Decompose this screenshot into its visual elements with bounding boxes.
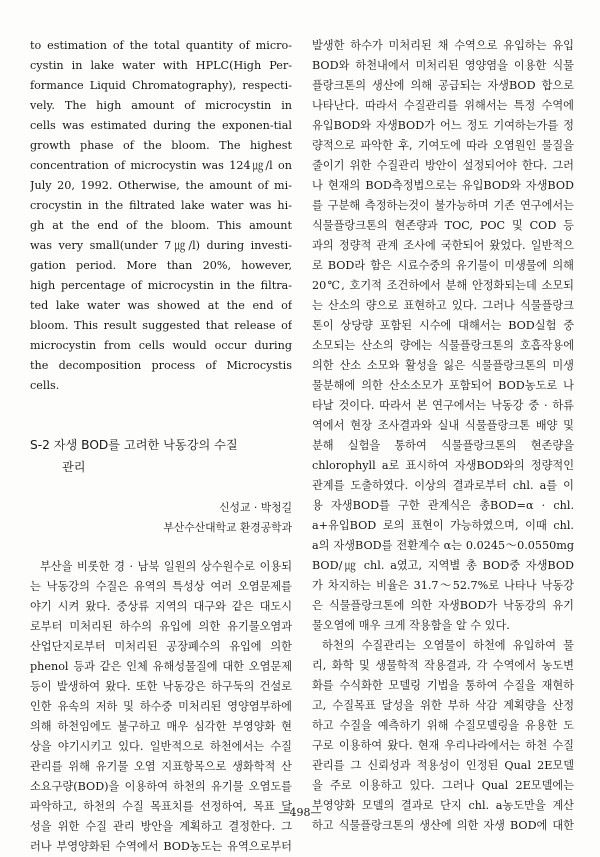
text-line: 인한 유속의 저하 및 하수중 미처리된 영양염부하에: [30, 700, 292, 713]
text-line: 구로 이용하여 왔다. 현재 우리나라에서는 하천 수질: [312, 739, 574, 752]
text-line: 하고 수질을 예측하기 위해 수질모델링을 유용한 도: [312, 719, 574, 732]
text-line: 관리를 그 신뢰성과 적용성이 인정된 Qual 2E모델: [312, 759, 574, 772]
authors: 신성교 · 박청길: [219, 501, 292, 514]
text-line: 관리를 위해 유기물 오염 지표항목으로 생화학적 산: [30, 760, 292, 773]
text-line: 줄이기 위한 수질관리 방안이 설정되어야 한다. 그러: [312, 159, 574, 172]
left-column: [30, 36, 292, 857]
text-line: 하고 식물플랑크톤의 생산에 의한 자생 BOD에 대한: [312, 819, 574, 832]
text-line: was very small(under 7㎍/l) during investi-: [30, 239, 292, 252]
text-line: 야기 시켜 왔다. 중상류 지역의 대구와 같은 대도시: [30, 600, 292, 613]
text-line: 물오염에 매우 크게 작용함을 알 수 있다.: [312, 619, 510, 632]
text-line: growth phase of the bloom. The highest: [30, 139, 292, 152]
text-line: 등이 발생하여 왔다. 또한 낙동강은 하구둑의 건설로: [30, 680, 292, 693]
text-line: high percentage of microcystin in the filtra-: [30, 279, 292, 292]
text-line: BOD와 하천내에서 미처리된 영양염을 이용한 식물: [312, 59, 574, 72]
text-line: BOD/㎍ chl. a였고, 지역별 총 BOD중 자생BOD: [312, 559, 574, 572]
right-column: [312, 36, 574, 836]
text-line: 소모되는 산소의 량에는 식물플랑크톤의 호흡작용에: [312, 339, 574, 352]
text-line: to estimation of the total quantity of micro-: [30, 39, 292, 52]
text-line: phenol 등과 같은 인체 유해성물질에 대한 오염문제: [30, 660, 292, 673]
text-line: 관계를 도출하였다. 이상의 결과로부터 chl. a를 이: [312, 479, 574, 492]
text-line: cells.: [30, 379, 60, 392]
text-line: chlorophyll a로 표시하여 자생BOD와의 정량적인: [312, 459, 574, 472]
text-line: 나 현재의 BOD측정법으로는 유입BOD와 자생BOD: [312, 179, 574, 192]
text-line: 과의 정량적 관계 조사에 국한되어 왔었다. 일반적으: [312, 239, 574, 252]
text-line: 파악하고, 하천의 수질 목표치를 선정하여, 목표 달: [30, 800, 292, 813]
text-line: vely. The high amount of microcystin in: [30, 99, 292, 112]
text-line: 을 주로 이용하고 있다. 그러나 Qual 2E모델에는: [312, 779, 574, 792]
section-title-continuation: 관리: [62, 460, 86, 474]
text-line: 분해 실험을 통하여 식물플랑크톤의 현존량을: [312, 439, 574, 452]
text-line: a의 자생BOD를 전환계수 α는 0.0245～0.0550mg: [312, 539, 574, 552]
text-line: 물분해에 의한 산소소모가 포함되어 BOD농도로 나: [312, 379, 574, 392]
text-line: 로부터 미처리된 하수의 유입에 의한 유기물오염과: [30, 620, 292, 633]
text-line: 플랑크톤의 생산에 의해 공급되는 자생BOD 합으로: [312, 79, 574, 92]
spacer: [30, 538, 292, 557]
text-line: 산업단지로부터 미처리된 공장폐수의 유입에 의한: [30, 640, 292, 653]
text-line: 고, 수질목표 달성을 위한 부하 삭감 계획량을 산정: [312, 699, 574, 712]
text-line: 소요구량(BOD)을 이용하여 하천의 유기물 오염도를: [30, 780, 292, 793]
text-line: 를 구분해 측정하는것이 불가능하며 기존 연구에서는: [312, 199, 574, 212]
text-line: microcystin from cells would occur during: [30, 339, 292, 352]
text-line: 톤이 상당량 포함된 시수에 대해서는 BOD실험 중: [312, 319, 574, 332]
text-line: 부영양화 모델의 결과로 단지 chl. a농도만을 계산: [312, 799, 574, 812]
text-line: gation period. More than 20%, however,: [30, 259, 292, 272]
text-line: bloom. This result suggested that release of: [30, 319, 292, 332]
text-line: cystin in lake water with HPLC(High Per-: [30, 59, 292, 72]
text-line: 는 낙동강의 수질은 유역의 특성상 여러 오염문제를: [30, 580, 292, 593]
text-line: 타날 것이다. 따라서 본 연구에서는 낙동강 중 · 하류: [312, 399, 574, 412]
text-line: 하천의 수질관리는 오염물이 하천에 유입하여 물: [322, 639, 574, 652]
text-line: 리, 화학 및 생물학적 작용결과, 각 수역에서 농도변: [312, 659, 574, 672]
text-line: 는 산소의 량으로 표현하고 있다. 그러나 식물플랑크: [312, 299, 574, 312]
text-line: 량적으로 파악한 후, 기여도에 따라 오염원인 물질을: [312, 139, 574, 152]
text-line: 가 차지하는 비율은 31.7～52.7%로 나타나 낙동강: [312, 579, 574, 592]
text-line: gh at the end of the bloom. This amount: [30, 219, 292, 232]
text-line: 용 자생BOD를 구한 관계식은 총BOD=α · chl.: [312, 499, 574, 512]
text-line: 식물플랑크톤의 현존량과 TOC, POC 및 COD 등: [312, 219, 574, 232]
body-paragraph: [312, 36, 574, 636]
text-line: July 20, 1992. Otherwise, the amount of mi-: [30, 179, 292, 192]
text-line: 20℃, 호기적 조건하에서 분해 안정화되는데 소모되: [312, 279, 574, 292]
text-line: 부산을 비롯한 경 · 남북 일원의 상수원수로 이용되: [40, 560, 292, 573]
page-number: —498—: [278, 806, 322, 819]
text-line: 발생한 하수가 미처리된 채 수역으로 유입하는 유입: [312, 39, 574, 52]
text-line: formance Liquid Chromatography), respecti-: [30, 79, 292, 92]
text-line: 상을 야기시키고 있다. 일반적으로 하천에서는 수질: [30, 740, 292, 753]
text-line: 화를 수식화한 모델링 기법을 통하여 수질을 재현하: [312, 679, 574, 692]
text-line: 의해 하천임에도 불구하고 매우 심각한 부영양화 현: [30, 720, 292, 733]
text-line: 러나 부영양화된 수역에서 BOD농도는 유역으로부터: [30, 840, 292, 853]
text-line: 역에서 현장 조사결과와 실내 식물플랑크톤 배양 및: [312, 419, 574, 432]
text-line: concentration of microcystin was 124㎍/l on: [30, 159, 292, 172]
text-line: 의한 산소 소모와 활성을 잃은 식물플랑크톤의 미생: [312, 359, 574, 372]
text-line: crocystin in the filtrated lake water was hi-: [30, 199, 292, 212]
spacer: [30, 415, 292, 434]
abstract-paragraph: [30, 36, 292, 396]
text-line: the decomposition process of Microcystis: [30, 359, 292, 372]
text-line: 유입BOD와 자생BOD가 어느 정도 기여하는가를 정: [312, 119, 574, 132]
affiliation: 부산수산대학교 환경공학과: [163, 521, 292, 534]
section-title: S-2 자생 BOD를 고려한 낙동강의 수질: [30, 438, 238, 452]
spacer: [30, 396, 292, 415]
text-line: 나타난다. 따라서 수질관리를 위해서는 특정 수역에: [312, 99, 574, 112]
text-line: 은 식물플랑크톤에 의한 자생BOD가 낙동강의 유기: [312, 599, 574, 612]
text-line: 성을 위한 수질 관리 방안을 계획하고 결정한다. 그: [30, 820, 292, 833]
text-line: a+유입BOD 로의 표현이 가능하였으며, 이때 chl.: [312, 519, 574, 532]
text-line: 로 BOD라 함은 시료수중의 유기물이 미생물에 의해: [312, 259, 574, 272]
text-line: ted lake water was showed at the end of: [30, 299, 292, 312]
text-line: cells was estimated during the exponen-tial: [30, 119, 292, 132]
